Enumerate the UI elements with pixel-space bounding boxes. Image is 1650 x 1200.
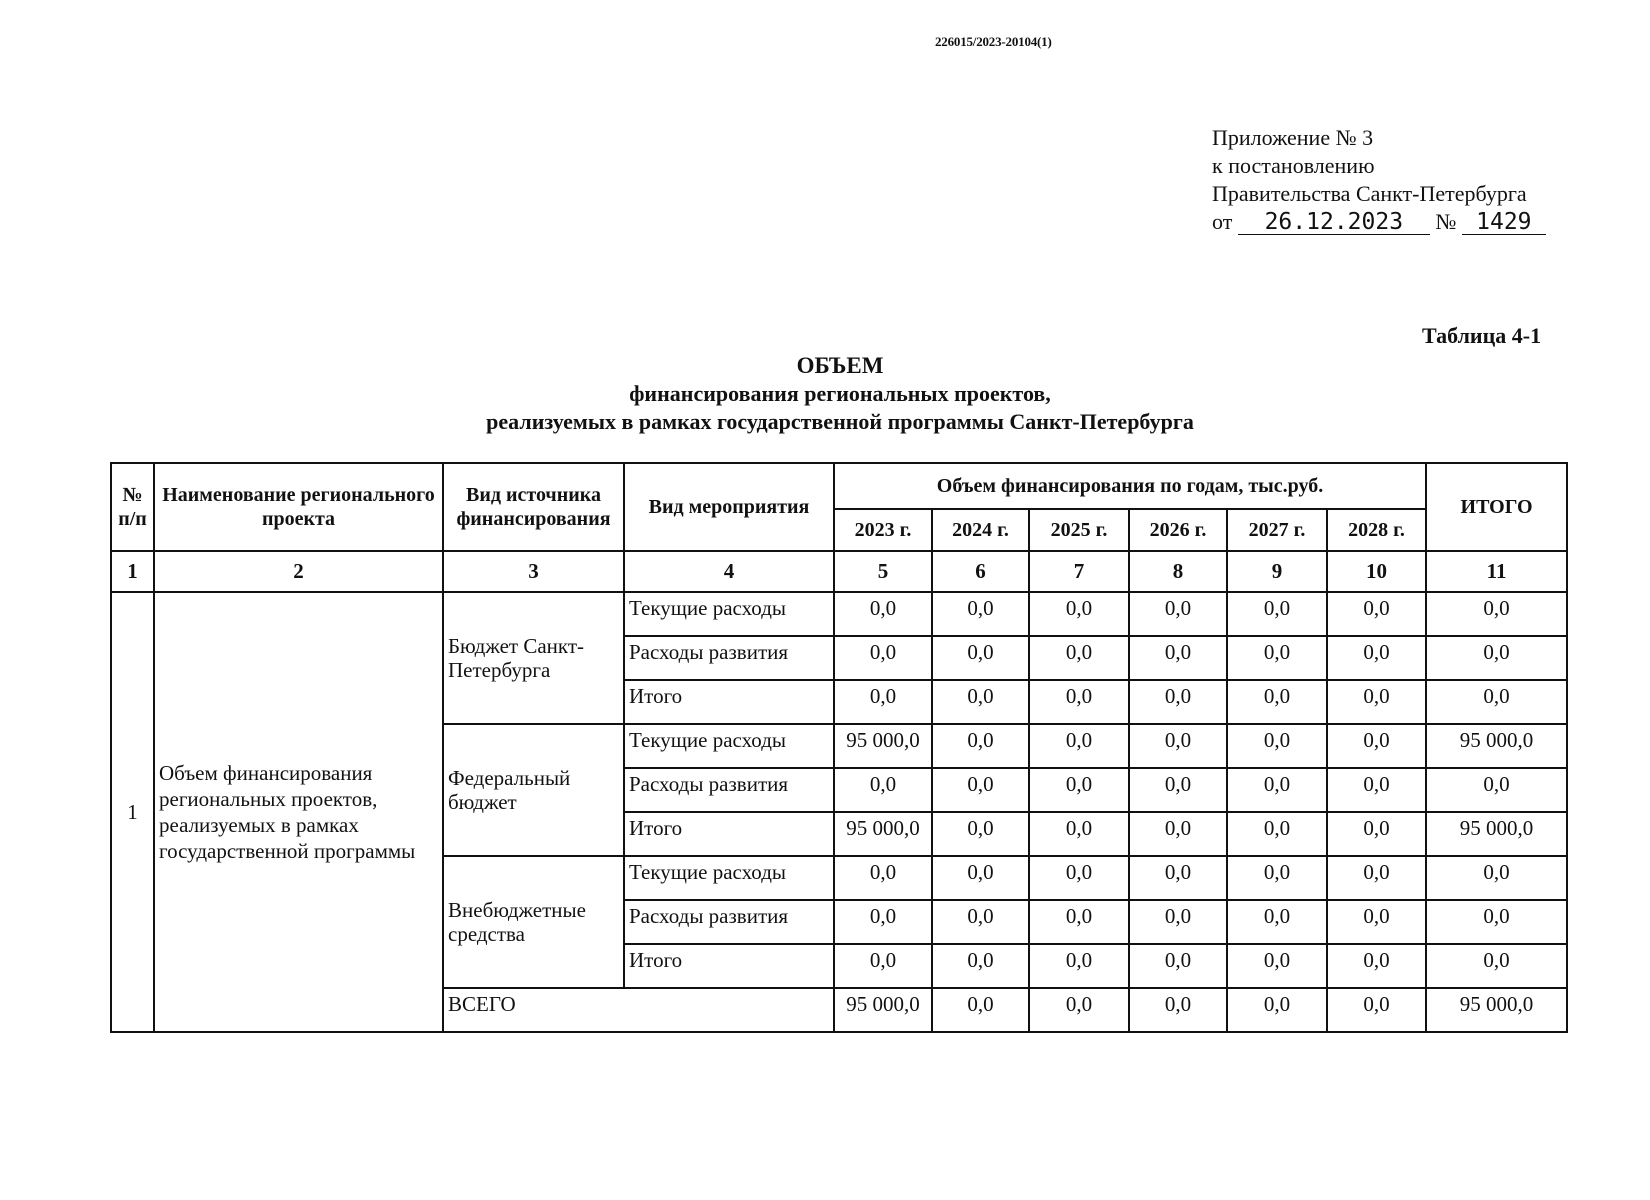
- value-cell: 0,0: [1327, 636, 1426, 680]
- activity-cell: Расходы развития: [624, 636, 834, 680]
- document-id: 226015/2023-20104(1): [935, 34, 1052, 49]
- activity-cell: Текущие расходы: [624, 856, 834, 900]
- value-cell: 0,0: [834, 768, 932, 812]
- total-cell: 0,0: [1426, 856, 1567, 900]
- value-cell: 0,0: [1327, 768, 1426, 812]
- financing-table: [110, 462, 1568, 1033]
- grand-total-value: 0,0: [1129, 988, 1227, 1032]
- value-cell: 0,0: [932, 636, 1029, 680]
- value-cell: 0,0: [1227, 812, 1327, 856]
- appendix-line-1: Приложение № 3: [1212, 125, 1374, 150]
- activity-cell: Расходы развития: [624, 900, 834, 944]
- total-cell: 0,0: [1426, 592, 1567, 636]
- source-name: Внебюджетные средства: [443, 856, 624, 988]
- header-year: 2023 г.: [834, 509, 932, 551]
- value-cell: 0,0: [1029, 680, 1129, 724]
- value-cell: 0,0: [1227, 900, 1327, 944]
- title-line-1: ОБЪЕМ: [796, 353, 884, 378]
- source-name: Бюджет Санкт-Петербурга: [443, 592, 624, 724]
- value-cell: 0,0: [1227, 768, 1327, 812]
- total-cell: 0,0: [1426, 768, 1567, 812]
- grand-total-sum: 95 000,0: [1426, 988, 1567, 1032]
- document-title: [360, 352, 1320, 436]
- value-cell: 0,0: [834, 680, 932, 724]
- value-cell: 0,0: [1129, 592, 1227, 636]
- grand-total-value: 0,0: [1029, 988, 1129, 1032]
- value-cell: 0,0: [1327, 724, 1426, 768]
- column-number: 1: [111, 551, 154, 592]
- value-cell: 0,0: [1129, 900, 1227, 944]
- value-cell: 0,0: [1327, 812, 1426, 856]
- column-number: 11: [1426, 551, 1567, 592]
- value-cell: 0,0: [1029, 768, 1129, 812]
- column-number: 4: [624, 551, 834, 592]
- column-number: 6: [932, 551, 1029, 592]
- table-row: [111, 592, 1567, 636]
- column-number: 3: [443, 551, 624, 592]
- activity-cell: Текущие расходы: [624, 592, 834, 636]
- header-year: 2027 г.: [1227, 509, 1327, 551]
- value-cell: 0,0: [1327, 900, 1426, 944]
- total-cell: 0,0: [1426, 944, 1567, 988]
- resolution-date: 26.12.2023: [1238, 210, 1430, 235]
- value-cell: 0,0: [1129, 812, 1227, 856]
- header-total: ИТОГО: [1426, 463, 1567, 551]
- grand-total-value: 0,0: [1227, 988, 1327, 1032]
- grand-total-value: 95 000,0: [834, 988, 932, 1032]
- column-number: 5: [834, 551, 932, 592]
- value-cell: 0,0: [1029, 636, 1129, 680]
- value-cell: 0,0: [932, 812, 1029, 856]
- header-row: [111, 463, 1567, 509]
- value-cell: 0,0: [1129, 636, 1227, 680]
- value-cell: 0,0: [932, 856, 1029, 900]
- header-year: 2025 г.: [1029, 509, 1129, 551]
- value-cell: 0,0: [932, 944, 1029, 988]
- value-cell: 95 000,0: [834, 812, 932, 856]
- column-number: 2: [154, 551, 443, 592]
- appendix-date-line: [1212, 208, 1546, 236]
- column-numbers-row: [111, 551, 1567, 592]
- value-cell: 0,0: [1227, 680, 1327, 724]
- title-line-2: финансирования региональных проектов,: [629, 381, 1051, 406]
- value-cell: 0,0: [1029, 944, 1129, 988]
- value-cell: 95 000,0: [834, 724, 932, 768]
- value-cell: 0,0: [834, 636, 932, 680]
- header-num: № п/п: [111, 463, 154, 551]
- column-number: 8: [1129, 551, 1227, 592]
- total-cell: 0,0: [1426, 636, 1567, 680]
- grand-total-label: ВСЕГО: [443, 988, 834, 1032]
- column-number: 9: [1227, 551, 1327, 592]
- header-year: 2028 г.: [1327, 509, 1426, 551]
- value-cell: 0,0: [834, 856, 932, 900]
- activity-cell: Итого: [624, 944, 834, 988]
- project-name: Объем финансирования региональных проектов, реализуемых в рамках государственной программы: [154, 592, 443, 1032]
- activity-cell: Итого: [624, 812, 834, 856]
- value-cell: 0,0: [1029, 856, 1129, 900]
- grand-total-value: 0,0: [932, 988, 1029, 1032]
- value-cell: 0,0: [1227, 944, 1327, 988]
- appendix-line-3: Правительства Санкт-Петербурга: [1212, 181, 1527, 206]
- from-label: от: [1212, 209, 1233, 234]
- value-cell: 0,0: [834, 944, 932, 988]
- header-project-name: Наименование регионального проекта: [154, 463, 443, 551]
- value-cell: 0,0: [1327, 944, 1426, 988]
- value-cell: 0,0: [1227, 636, 1327, 680]
- value-cell: 0,0: [1327, 592, 1426, 636]
- header-year: 2026 г.: [1129, 509, 1227, 551]
- value-cell: 0,0: [1129, 856, 1227, 900]
- activity-cell: Расходы развития: [624, 768, 834, 812]
- value-cell: 0,0: [1129, 944, 1227, 988]
- value-cell: 0,0: [1129, 724, 1227, 768]
- value-cell: 0,0: [1029, 812, 1129, 856]
- column-number: 7: [1029, 551, 1129, 592]
- value-cell: 0,0: [932, 768, 1029, 812]
- appendix-line-2: к постановлению: [1212, 153, 1375, 178]
- value-cell: 0,0: [1129, 680, 1227, 724]
- value-cell: 0,0: [1227, 724, 1327, 768]
- value-cell: 0,0: [932, 724, 1029, 768]
- value-cell: 0,0: [932, 592, 1029, 636]
- title-line-3: реализуемых в рамках государственной программы Санкт-Петербурга: [486, 409, 1194, 434]
- resolution-number: 1429: [1462, 210, 1546, 235]
- source-name: Федеральный бюджет: [443, 724, 624, 856]
- value-cell: 0,0: [834, 900, 932, 944]
- activity-cell: Текущие расходы: [624, 724, 834, 768]
- value-cell: 0,0: [834, 592, 932, 636]
- row-number: 1: [111, 592, 154, 1032]
- total-cell: 0,0: [1426, 900, 1567, 944]
- number-label: №: [1435, 209, 1457, 234]
- value-cell: 0,0: [932, 680, 1029, 724]
- total-cell: 95 000,0: [1426, 812, 1567, 856]
- value-cell: 0,0: [1029, 592, 1129, 636]
- grand-total-value: 0,0: [1327, 988, 1426, 1032]
- header-year: 2024 г.: [932, 509, 1029, 551]
- header-activity: Вид мероприятия: [624, 463, 834, 551]
- header-volume: Объем финансирования по годам, тыс.руб.: [834, 463, 1426, 509]
- value-cell: 0,0: [1029, 900, 1129, 944]
- value-cell: 0,0: [1227, 592, 1327, 636]
- column-number: 10: [1327, 551, 1426, 592]
- table-label: Таблица 4-1: [1422, 323, 1542, 348]
- activity-cell: Итого: [624, 680, 834, 724]
- appendix-block: [1212, 124, 1546, 236]
- total-cell: 95 000,0: [1426, 724, 1567, 768]
- value-cell: 0,0: [1327, 856, 1426, 900]
- value-cell: 0,0: [1129, 768, 1227, 812]
- value-cell: 0,0: [1029, 724, 1129, 768]
- header-source: Вид источника финансирования: [443, 463, 624, 551]
- value-cell: 0,0: [932, 900, 1029, 944]
- value-cell: 0,0: [1227, 856, 1327, 900]
- total-cell: 0,0: [1426, 680, 1567, 724]
- value-cell: 0,0: [1327, 680, 1426, 724]
